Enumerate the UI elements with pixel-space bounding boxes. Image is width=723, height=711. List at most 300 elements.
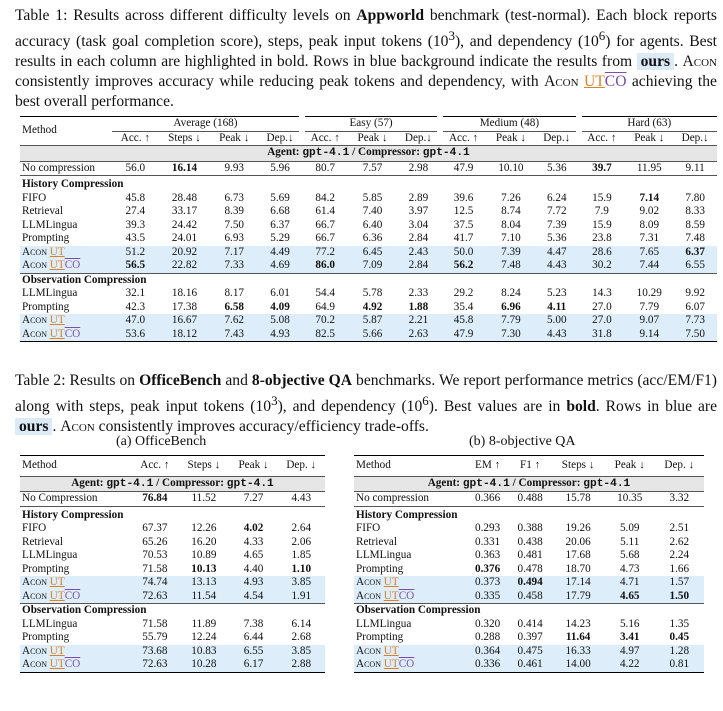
value-cell: 47.0 — [112, 314, 159, 328]
value-cell: 16.33 — [551, 645, 604, 659]
agent-cell — [20, 476, 325, 492]
method-cell — [20, 314, 112, 328]
value-cell: 61.4 — [315, 205, 335, 217]
value-cell: 8.17 — [224, 287, 245, 299]
value-cell: 0.373 — [466, 576, 509, 590]
value-cell: 39.3 — [125, 218, 146, 231]
value-cell: 56.2 — [440, 259, 487, 273]
caption-text: ). Best values are in — [428, 398, 567, 416]
value-cell: 8.04 — [501, 218, 521, 231]
caption-text: ) for agents. Best results in each column are highlighted in bold. Rows in blue background indicate the results from — [15, 33, 717, 71]
caption-text: . — [674, 53, 683, 71]
method-cell: Prompting — [356, 562, 404, 575]
value-cell: 4.65 — [605, 590, 655, 604]
benchmark-name: Appworld — [356, 7, 425, 24]
value-cell: 39.6 — [453, 191, 474, 204]
value-cell: 66.7 — [315, 232, 335, 244]
value-cell: 6.96 — [501, 300, 521, 313]
value-cell: 0.388 — [517, 522, 543, 534]
value-cell: 5.11 — [620, 535, 640, 548]
section-title: History Compression — [22, 508, 124, 521]
value-cell: 14.00 — [551, 658, 604, 672]
value-cell: 6.17 — [230, 658, 278, 672]
value-cell: 30.2 — [579, 259, 626, 273]
header-row — [20, 456, 325, 477]
value-cell: 12.24 — [191, 631, 217, 643]
value-cell: 27.0 — [592, 300, 612, 313]
value-cell: 7.79 — [639, 300, 660, 313]
agent-label: Agent: — [71, 476, 104, 489]
value-cell: 4.93 — [230, 576, 278, 590]
section-row — [20, 506, 325, 522]
value-cell: 77.2 — [302, 246, 349, 260]
value-cell: 67.37 — [142, 522, 168, 534]
value-cell: 10.10 — [487, 161, 535, 176]
ut-tag: UT — [49, 576, 65, 588]
value-cell: 6.55 — [230, 645, 278, 659]
value-cell: 0.293 — [475, 522, 501, 534]
qa8-subtitle: (b) 8-objective QA — [469, 434, 576, 449]
value-cell: 17.38 — [171, 300, 198, 313]
value-cell: 7.10 — [501, 232, 521, 244]
ut-tag: UT — [584, 73, 605, 91]
agent-model: gpt-4.1 — [302, 147, 350, 159]
value-cell: 9.07 — [625, 314, 673, 328]
value-cell: 4.54 — [230, 590, 278, 604]
value-cell: 2.24 — [669, 549, 690, 561]
table-row — [354, 576, 704, 590]
value-cell: 0.336 — [466, 658, 509, 672]
value-cell: 2.89 — [408, 191, 429, 204]
value-cell: 4.97 — [605, 645, 655, 659]
method-cell: Prompting — [22, 300, 70, 313]
value-cell: 0.366 — [466, 492, 509, 507]
column-header: Peak ↓ — [349, 131, 397, 146]
value-cell: 7.31 — [639, 232, 660, 244]
method-cell: No Compression — [20, 492, 132, 507]
value-cell: 2.33 — [408, 287, 429, 299]
table1-label: Table 1: — [15, 7, 68, 24]
method-cell — [354, 645, 466, 659]
agent-label: Agent: — [427, 476, 461, 489]
method-cell — [354, 658, 466, 672]
value-cell: 32.1 — [125, 287, 146, 299]
value-cell: 70.2 — [302, 314, 349, 328]
table-row — [354, 645, 704, 659]
value-cell: 0.364 — [466, 645, 509, 659]
value-cell: 9.92 — [685, 287, 705, 299]
column-header: F1 ↑ — [509, 456, 552, 477]
column-header: Acc. ↑ — [132, 456, 179, 477]
agent-row — [20, 476, 325, 492]
method-cell: FIFO — [22, 191, 47, 204]
column-header: Acc. ↑ — [302, 131, 349, 146]
caption-text: achieving the best overall performance. — [15, 73, 717, 111]
value-cell: 8.39 — [224, 205, 245, 217]
method-cell: Prompting — [22, 631, 70, 643]
value-cell: 65.26 — [142, 535, 168, 548]
column-header: EM ↑ — [466, 456, 509, 477]
value-cell: 5.23 — [546, 287, 567, 299]
value-cell: 10.13 — [191, 562, 217, 575]
agent-cell — [354, 476, 704, 492]
value-cell: 33.17 — [171, 205, 198, 217]
value-cell: 0.81 — [655, 658, 704, 672]
value-cell: 1.28 — [655, 645, 704, 659]
ut-tag: UT — [383, 658, 399, 670]
section-row — [20, 176, 717, 192]
header-row — [20, 131, 717, 146]
value-cell: 72.63 — [132, 658, 179, 672]
value-cell: 0.438 — [517, 535, 543, 548]
column-header: Dep.↓ — [535, 131, 579, 146]
value-cell: 6.24 — [546, 191, 567, 204]
value-cell: 0.320 — [475, 617, 501, 630]
value-cell: 4.73 — [619, 562, 640, 575]
value-cell: 6.55 — [673, 259, 717, 273]
caption-text: consistently improves accuracy/efficiency trade-offs. — [94, 418, 429, 436]
value-cell: 11.64 — [565, 631, 591, 643]
method-cell — [20, 576, 132, 590]
value-cell: 2.84 — [408, 232, 429, 244]
value-cell: 5.08 — [258, 314, 302, 328]
value-cell: 16.14 — [159, 161, 211, 176]
value-cell: 8.09 — [639, 218, 660, 231]
acon-name: Acon — [356, 644, 381, 657]
value-cell: 0.478 — [517, 562, 543, 575]
value-cell: 4.65 — [243, 549, 264, 561]
method-header: Method — [20, 117, 112, 146]
value-cell: 2.84 — [397, 259, 441, 273]
value-cell: 37.5 — [453, 218, 474, 231]
column-header: Acc. ↑ — [579, 131, 626, 146]
group-header: Easy (57) — [302, 117, 440, 132]
value-cell: 16.20 — [191, 535, 217, 548]
value-cell: 3.85 — [277, 645, 325, 659]
value-cell: 18.12 — [159, 328, 211, 342]
value-cell: 4.71 — [605, 576, 655, 590]
value-cell: 5.00 — [535, 314, 579, 328]
value-cell: 54.4 — [315, 287, 335, 299]
method-cell: FIFO — [22, 522, 47, 534]
value-cell: 24.42 — [171, 218, 198, 231]
value-cell: 19.26 — [565, 522, 591, 534]
value-cell: 1.91 — [277, 590, 325, 604]
value-cell: 10.28 — [178, 658, 229, 672]
value-cell: 10.29 — [636, 287, 662, 299]
benchmark-name: 8-objective QA — [251, 372, 353, 389]
value-cell: 18.16 — [171, 287, 198, 299]
value-cell: 28.6 — [579, 246, 626, 260]
value-cell: 4.40 — [243, 562, 264, 575]
table2-label: Table 2: — [15, 372, 66, 389]
table-row — [20, 161, 717, 176]
value-cell: 4.92 — [362, 300, 383, 313]
value-cell: 29.2 — [453, 287, 474, 299]
value-cell: 84.2 — [315, 191, 335, 204]
value-cell: 9.93 — [210, 161, 258, 176]
value-cell: 0.288 — [475, 631, 501, 643]
value-cell: 50.0 — [440, 246, 487, 260]
column-header: Method — [20, 456, 132, 477]
value-cell: 4.47 — [535, 246, 579, 260]
value-cell: 7.48 — [685, 232, 705, 244]
table-row — [20, 287, 717, 301]
caption-text: . — [52, 418, 61, 436]
value-cell: 10.35 — [605, 492, 655, 507]
value-cell: 15.9 — [592, 191, 612, 204]
value-cell: 6.73 — [224, 191, 245, 204]
ut-tag: UT — [383, 644, 399, 657]
value-cell: 56.0 — [112, 161, 159, 176]
officebench-subtitle: (a) OfficeBench — [116, 434, 207, 449]
value-cell: 7.09 — [349, 259, 397, 273]
co-tag: $\overline{CO}$ — [398, 658, 415, 670]
value-cell: 2.43 — [397, 246, 441, 260]
ut-tag: UT — [49, 327, 65, 340]
table-row — [354, 492, 704, 507]
value-cell: 22.82 — [159, 259, 211, 273]
value-cell: 0.45 — [669, 631, 690, 643]
co-tag: $\overline{CO}$ — [64, 327, 81, 340]
value-cell: 2.64 — [291, 522, 312, 534]
method-cell: LLMLingua — [356, 549, 412, 561]
header-row — [354, 456, 704, 477]
ut-tag: UT — [383, 589, 399, 602]
table-row — [354, 536, 704, 550]
agent-label: Agent: — [267, 146, 300, 158]
value-cell: 5.16 — [619, 617, 640, 630]
method-cell — [354, 590, 466, 604]
value-cell: 1.50 — [655, 590, 704, 604]
value-cell: 27.0 — [579, 314, 626, 328]
value-cell: 1.57 — [655, 576, 704, 590]
table-row — [20, 618, 325, 632]
value-cell: 45.8 — [125, 191, 146, 204]
acon-name: Acon — [22, 259, 47, 271]
value-cell: 2.51 — [669, 522, 690, 534]
value-cell: 6.36 — [362, 232, 383, 244]
section-title: History Compression — [22, 178, 124, 190]
value-cell: 15.78 — [551, 492, 604, 507]
table-row — [20, 314, 717, 328]
method-cell: LLMLingua — [22, 549, 78, 561]
value-cell: 10.89 — [191, 549, 217, 561]
value-cell: 17.68 — [565, 549, 591, 561]
value-cell: 0.494 — [509, 576, 552, 590]
value-cell: 7.50 — [224, 218, 245, 231]
caption-text: benchmarks. We report performance metrics (acc/EM/F1) along with steps, peak input tokens (10 — [15, 372, 717, 416]
method-cell: Retrieval — [356, 535, 398, 548]
value-cell: 11.95 — [625, 161, 673, 176]
value-cell: 7.62 — [210, 314, 258, 328]
co-tag: $\overline{CO}$ — [398, 589, 415, 602]
value-cell: 9.14 — [625, 328, 673, 342]
value-cell: 2.06 — [291, 535, 312, 548]
value-cell: 7.50 — [673, 328, 717, 342]
value-cell: 6.07 — [685, 300, 705, 313]
table-row — [20, 205, 717, 219]
table-row — [354, 590, 704, 604]
value-cell: 2.68 — [291, 631, 312, 643]
ut-tag: UT — [49, 658, 65, 670]
value-cell: 6.37 — [673, 246, 717, 260]
value-cell: 7.43 — [210, 328, 258, 342]
acon-name: Acon — [60, 418, 95, 436]
value-cell: 7.79 — [487, 314, 535, 328]
ut-tag: UT — [49, 245, 65, 258]
agent-model: gpt-4.1 — [462, 477, 510, 490]
value-cell: 20.06 — [565, 535, 591, 548]
column-header: Dep.↓ — [397, 131, 441, 146]
value-cell: 23.8 — [592, 232, 612, 244]
table-row — [20, 246, 717, 260]
value-cell: 3.97 — [408, 205, 429, 217]
officebench-table — [20, 455, 325, 673]
table-row — [354, 631, 704, 645]
column-header: Peak ↓ — [230, 456, 278, 477]
value-cell: 0.475 — [509, 645, 552, 659]
value-cell: 10.83 — [178, 645, 229, 659]
value-cell: 5.09 — [619, 522, 640, 534]
value-cell: 7.57 — [349, 161, 397, 176]
column-header: Dep.↓ — [673, 131, 717, 146]
value-cell: 2.62 — [669, 535, 690, 548]
compressor-label: / Compressor: — [156, 476, 224, 489]
header-row — [20, 117, 717, 132]
value-cell: 5.96 — [258, 161, 302, 176]
acon-name: Acon — [22, 245, 47, 258]
value-cell: 72.63 — [132, 590, 179, 604]
column-header: Peak ↓ — [605, 456, 655, 477]
value-cell: 4.43 — [535, 328, 579, 342]
value-cell: 14.23 — [565, 617, 591, 630]
value-cell: 20.92 — [159, 246, 211, 260]
value-cell: 7.73 — [673, 314, 717, 328]
compressor-model: gpt-4.1 — [226, 477, 274, 490]
value-cell: 53.6 — [112, 328, 159, 342]
value-cell: 47.9 — [440, 161, 487, 176]
value-cell: 17.79 — [551, 590, 604, 604]
appworld-table — [20, 116, 717, 342]
value-cell: 7.48 — [487, 259, 535, 273]
section-title: History Compression — [356, 508, 458, 521]
group-header: Average (168) — [112, 117, 302, 132]
method-cell: LLMLingua — [356, 617, 412, 630]
method-cell: Prompting — [22, 232, 70, 244]
method-cell — [20, 590, 132, 604]
value-cell: 7.17 — [210, 246, 258, 260]
value-cell: 16.67 — [159, 314, 211, 328]
value-cell: 56.5 — [112, 259, 159, 273]
value-cell: 71.58 — [142, 562, 168, 575]
column-header: Method — [354, 456, 466, 477]
group-header: Hard (63) — [579, 117, 717, 132]
value-cell: 7.27 — [230, 492, 278, 507]
column-header: Peak ↓ — [210, 131, 258, 146]
acon-name: Acon — [22, 314, 47, 326]
value-cell: 11.52 — [178, 492, 229, 507]
table-row — [354, 522, 704, 536]
value-cell: 7.14 — [639, 191, 660, 204]
value-cell: 5.36 — [535, 161, 579, 176]
table-row — [20, 301, 717, 315]
exponent: 3 — [448, 28, 455, 43]
agent-model: gpt-4.1 — [106, 477, 154, 490]
value-cell: 7.44 — [625, 259, 673, 273]
value-cell: 2.21 — [397, 314, 441, 328]
column-header: Acc. ↑ — [112, 131, 159, 146]
value-cell: 42.3 — [125, 300, 146, 313]
value-cell: 28.48 — [171, 191, 198, 204]
value-cell: 6.37 — [270, 218, 290, 231]
method-cell: LLMLingua — [22, 218, 78, 231]
table2-caption — [15, 371, 717, 437]
section-row — [20, 604, 325, 618]
caption-text: consistently improves accuracy while reducing peak tokens and dependency, with — [15, 73, 545, 91]
value-cell: 5.78 — [362, 287, 383, 299]
ut-tag: UT — [49, 314, 65, 326]
caption-text: ), and dependency (10 — [454, 33, 599, 51]
column-header: Peak ↓ — [625, 131, 673, 146]
compressor-label: / Compressor: — [512, 476, 581, 489]
table-row — [20, 192, 717, 206]
table-row — [20, 563, 325, 577]
method-cell — [20, 658, 132, 672]
value-cell: 8.33 — [685, 205, 705, 217]
value-cell: 12.5 — [453, 205, 474, 217]
caption-text: Results on — [65, 372, 140, 389]
method-cell — [20, 328, 112, 342]
value-cell: 6.40 — [362, 218, 383, 231]
value-cell: 0.363 — [475, 549, 501, 561]
ut-tag: UT — [49, 259, 65, 271]
section-title: Observation Compression — [20, 273, 717, 287]
value-cell: 82.5 — [302, 328, 349, 342]
value-cell: 4.09 — [270, 300, 290, 313]
value-cell: 7.40 — [362, 205, 383, 217]
column-header: Steps ↓ — [551, 456, 604, 477]
value-cell: 43.5 — [125, 232, 146, 244]
value-cell: 4.22 — [605, 658, 655, 672]
table-row — [20, 536, 325, 550]
value-cell: 1.35 — [669, 617, 690, 630]
method-cell: No compression — [20, 161, 112, 176]
compressor-model: gpt-4.1 — [583, 477, 631, 490]
method-cell — [20, 246, 112, 260]
acon-name: Acon — [682, 53, 717, 71]
value-cell: 5.68 — [619, 549, 640, 561]
value-cell: 8.24 — [501, 287, 521, 299]
ut-tag: UT — [49, 644, 65, 657]
exponent: 3 — [271, 393, 278, 408]
value-cell: 5.85 — [362, 191, 383, 204]
acon-name: Acon — [544, 73, 579, 91]
value-cell: 5.36 — [546, 232, 567, 244]
co-tag: $\overline{CO}$ — [604, 73, 627, 91]
value-cell: 3.04 — [408, 218, 429, 231]
value-cell: 64.9 — [315, 300, 335, 313]
column-header: Dep. ↓ — [277, 456, 325, 477]
value-cell: 1.66 — [669, 562, 690, 575]
value-cell: 31.8 — [579, 328, 626, 342]
value-cell: 4.43 — [277, 492, 325, 507]
table-row — [354, 549, 704, 563]
value-cell: 4.11 — [547, 300, 567, 313]
value-cell: 6.01 — [270, 287, 290, 299]
caption-text: and — [221, 372, 252, 389]
value-cell: 2.88 — [277, 658, 325, 672]
